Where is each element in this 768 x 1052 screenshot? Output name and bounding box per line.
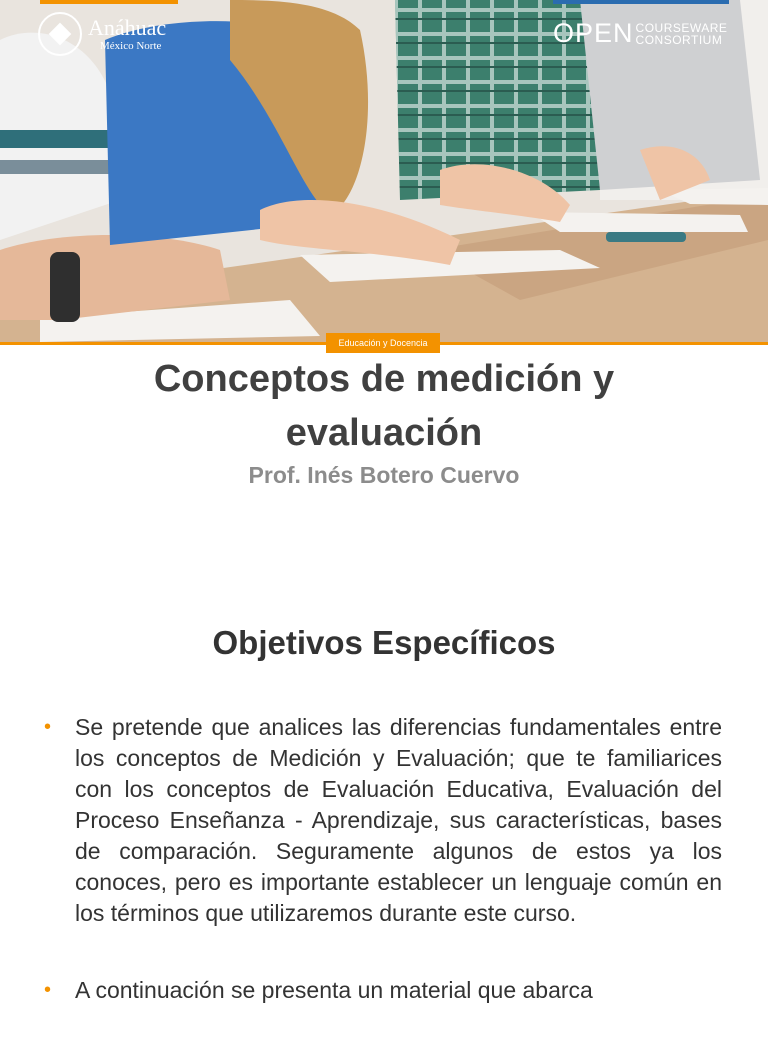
page-title: [0, 352, 768, 460]
objectives-list: [44, 712, 722, 1052]
author-name: Prof. Inés Botero Cuervo: [248, 462, 520, 488]
university-seal-icon: [38, 12, 82, 56]
list-item-text: A continuación se presenta un material que abarca: [75, 977, 593, 1003]
anahuac-logo: [38, 12, 166, 56]
bullet-icon: •: [44, 716, 52, 738]
bullet-icon: •: [44, 979, 52, 1001]
list-item: [44, 975, 722, 1006]
ocw-open-text: OPEN: [553, 18, 634, 48]
list-item-text: Se pretende que analices las diferencias fundamentales entre los conceptos de Medición y Evaluación; que te familiarices con los conceptos de Evaluación Educativa, Evaluación del Proceso Enseñanza - Aprendizaje, sus características, bases de comparación. Seguramente algunos de estos ya los conoces, pero es importante establecer un lenguaje común en los términos que utilizaremos durante este curso.: [75, 714, 722, 926]
title-line-2: evaluación: [285, 412, 483, 454]
ocw-consortium-text: CONSORTIUM: [635, 32, 723, 47]
ocw-accent-bar: [553, 0, 729, 4]
anahuac-campus: México Norte: [100, 39, 162, 52]
section-heading: Objetivos Específicos: [212, 624, 556, 661]
anahuac-accent-bar: [40, 0, 178, 4]
title-line-1: Conceptos de medición y: [153, 358, 615, 400]
anahuac-name: Anáhuac: [88, 14, 167, 40]
hero-photo: [0, 0, 768, 342]
list-item: [44, 712, 722, 929]
opencourseware-logo: [553, 18, 727, 49]
category-tag: Educación y Docencia: [326, 333, 440, 353]
ocw-courseware-text: COURSEWARE: [635, 20, 728, 35]
